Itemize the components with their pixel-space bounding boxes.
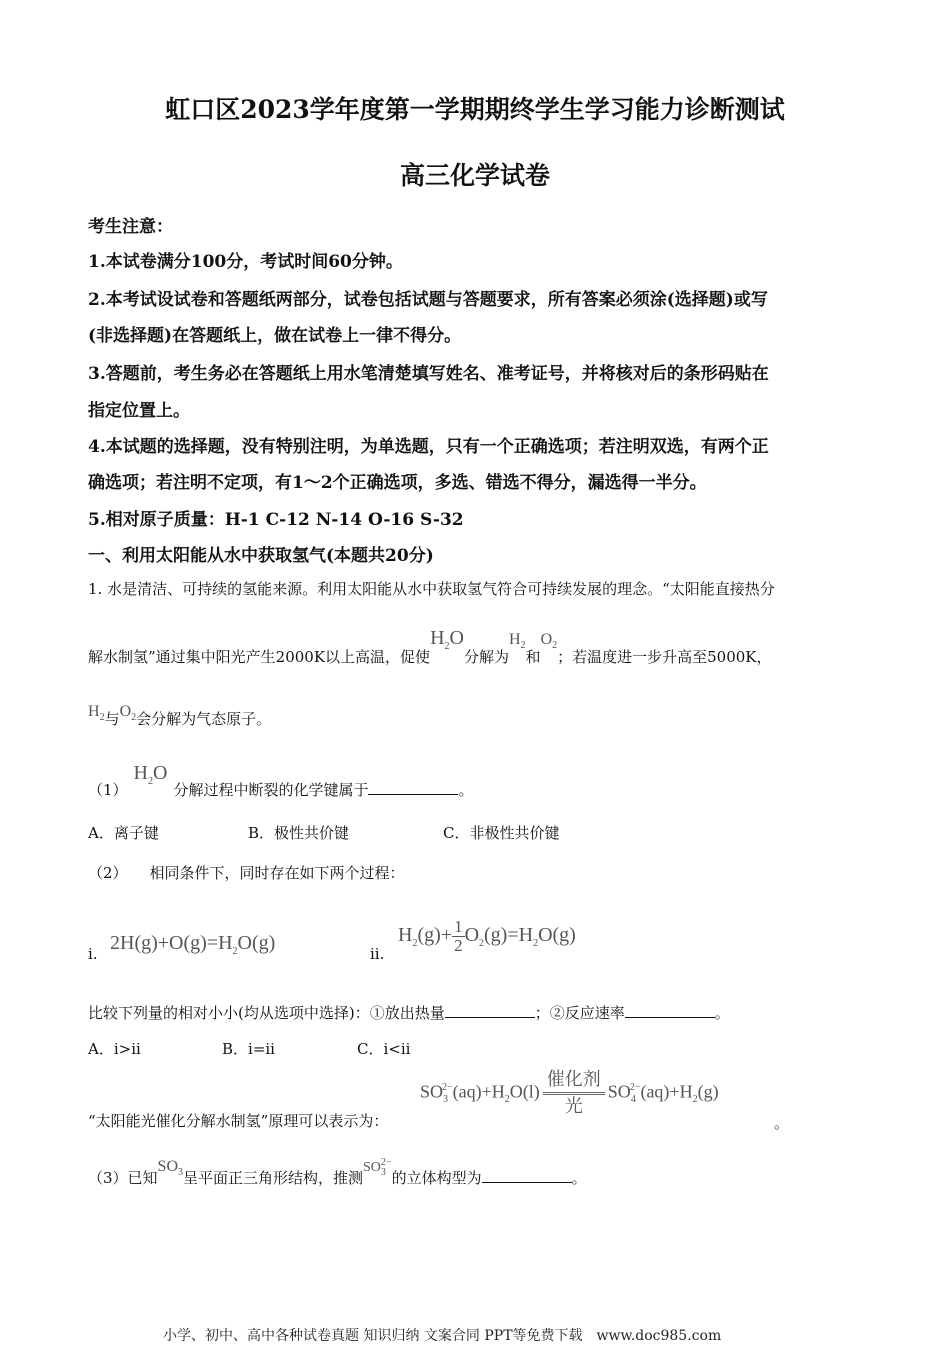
notice-5: 5.相对原子质量：H-1 C-12 N-14 O-16 S-32 <box>88 510 464 530</box>
q1-compare: 比较下列量的相对小小(均从选项中选择)：①放出热量 ；②反应速率 。 <box>88 1004 730 1022</box>
exam-title: 虹口区2023学年度第一学期期终学生学习能力诊断测试 <box>165 95 785 124</box>
q1-part1: $(1)H_2O$分解过程中断裂的化学键属于 。 <box>88 762 474 799</box>
eq-i-label: i. <box>88 945 98 963</box>
notice-heading: 考生注意： <box>88 217 173 237</box>
eq-ii-label: ii. <box>370 945 385 963</box>
equation-i: $2H(g)+O(g)=H_2O(g)$ <box>110 932 276 957</box>
notice-4a: 4.本试题的选择题，没有特别注明，为单选题，只有一个正确选项；若注明双选，有两个正 <box>88 437 769 457</box>
option-a: A．离子键 <box>88 824 159 842</box>
solar-text: “太阳能光催化分解水制氢”原理可以表示为： <box>88 1112 389 1130</box>
q1-intro-line2: 解水制氢”通过集中阳光产生2000K以上高温，促使$H_2O$分解为$H_2$和$O_2$；若温度进一步升高至5000K， <box>88 627 772 666</box>
answer-blank[interactable] <box>625 1003 715 1018</box>
notice-2b: (非选择题)在答题纸上，做在试卷上一律不得分。 <box>88 326 462 346</box>
q1-intro-line3: $H_2$与$O_2$会分解为气态原子。 <box>88 703 272 728</box>
option-c: C．非极性共价键 <box>443 824 560 842</box>
option-i-greater: A．i>ii <box>88 1040 141 1058</box>
exam-subtitle: 高三化学试卷 <box>399 161 550 190</box>
notice-1: 1.本试卷满分100分，考试时间60分钟。 <box>88 252 403 272</box>
section-heading: 一、利用太阳能从水中获取氢气(本题共20分) <box>88 546 434 566</box>
q1-intro-line1: 1. 水是清洁、可持续的氢能来源。利用太阳能从水中获取氢气符合可持续发展的理念。“太阳能直接热分 <box>88 580 775 598</box>
equation-ii: $H_2(g)+$ $\frac{1}{2}$ $O_2(g)=H_2O(g)$ <box>398 917 576 955</box>
solar-end: 。 <box>774 1114 790 1132</box>
solar-equation: $SO_3^{2-}(aq)+H_2O(l)$ 催化剂 光 $SO_4^{2-}(aq)+H_2(g)$ <box>420 1069 719 1116</box>
option-i-less: C．i<ii <box>357 1040 411 1058</box>
answer-blank[interactable] <box>368 780 458 795</box>
q1-part3: （3）已知$SO_3$呈平面正三角形结构，推测$SO_3^{2-}$的立体构型为 。 <box>88 1157 587 1187</box>
q1-part2: （2） 相同条件下，同时存在如下两个过程： <box>88 864 405 882</box>
notice-3a: 3.答题前，考生务必在答题纸上用水笔清楚填写姓名、准考证号，并将核对后的条形码贴在 <box>88 364 769 384</box>
option-i-equal: B．i=ii <box>222 1040 275 1058</box>
notice-3b: 指定位置上。 <box>88 401 190 421</box>
answer-blank[interactable] <box>445 1003 535 1018</box>
footer: 小学、初中、高中各种试卷真题 知识归纳 文案合同 PPT等免费下载 www.doc985.com <box>163 1328 722 1344</box>
option-b: B．极性共价键 <box>248 824 350 842</box>
notice-2a: 2.本考试设试卷和答题纸两部分，试卷包括试题与答题要求，所有答案必须涂(选择题)或写 <box>88 290 768 310</box>
notice-4b: 确选项；若注明不定项，有1～2个正确选项，多选、错选不得分，漏选得一半分。 <box>88 473 707 493</box>
answer-blank[interactable] <box>482 1168 572 1183</box>
